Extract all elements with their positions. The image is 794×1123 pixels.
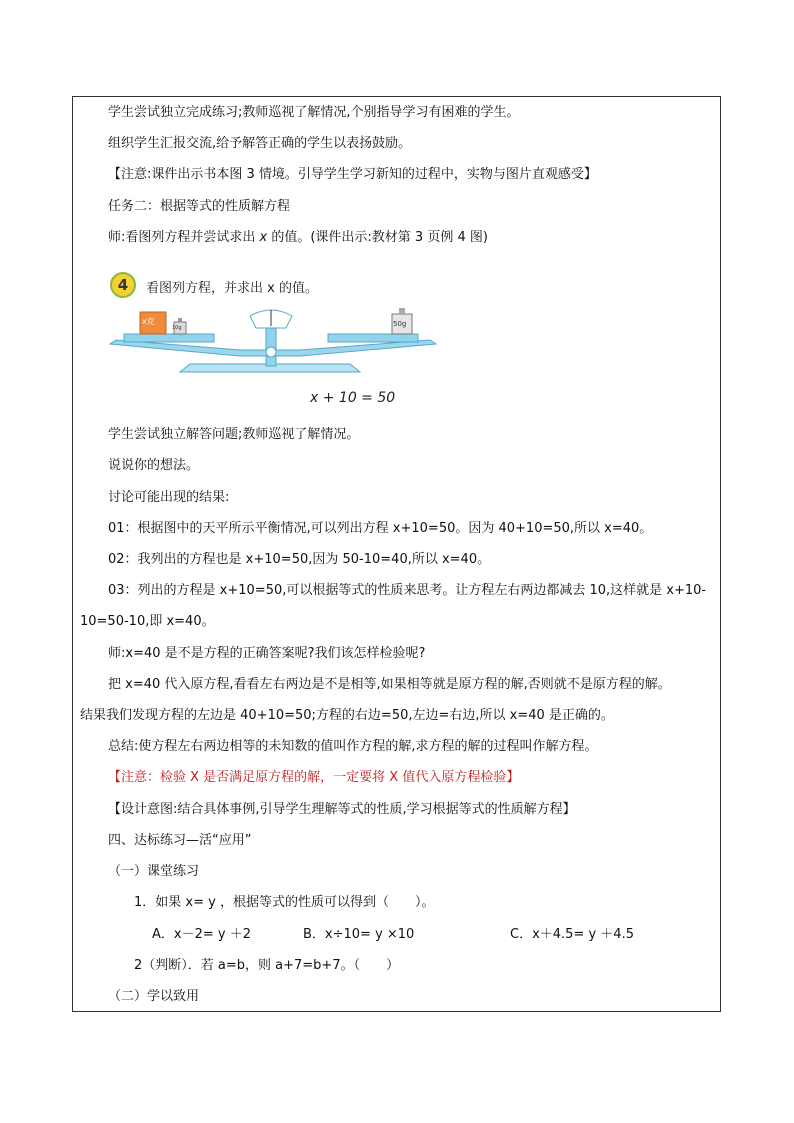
design-intent-line: 【设计意图:结合具体事例,引导学生理解等式的性质,学习根据等式的性质解方程】 — [108, 802, 576, 817]
result-line: 10=50-10,即 x=40。 — [80, 614, 215, 629]
question-1: 1．如果 x= y ，根据等式的性质可以得到（ ）。 — [134, 895, 435, 910]
example-number-badge: 4 — [110, 272, 136, 298]
result-line: 03：列出的方程是 x+10=50,可以根据等式的性质来思考。让方程左右两边都减去 10,这样就是 x+10- — [108, 583, 707, 598]
subsection-heading: （二）学以致用 — [108, 989, 200, 1004]
teacher-line — [108, 229, 488, 247]
box-label: x克 — [142, 317, 155, 326]
option-b: B．x÷10= y ×10 — [303, 927, 415, 942]
result-line: 02：我列出的方程也是 x+10=50,因为 50-10=40,所以 x=40。 — [108, 552, 491, 567]
text-line: 把 x=40 代入原方程,看看左右两边是不是相等,如果相等就是原方程的解,否则就不是原方程的解。 — [108, 677, 671, 692]
weight-label: 50g — [393, 320, 407, 328]
note-line: 【注意:课件出示书本图 3 情境。引导学生学习新知的过程中，实物与图片直观感受】 — [108, 167, 597, 182]
text-line: 组织学生汇报交流,给予解答正确的学生以表扬鼓励。 — [108, 136, 412, 151]
text-line: 讨论可能出现的结果: — [108, 490, 230, 505]
text-line: 说说你的想法。 — [108, 458, 200, 473]
task-heading: 任务二：根据等式的性质解方程 — [108, 199, 291, 214]
summary-line: 总结:使方程左右两边相等的未知数的值叫作方程的解,求方程的解的过程叫作解方程。 — [108, 739, 598, 754]
figure-equation: x + 10 = 50 — [310, 390, 396, 406]
text-segment: 师:看图列方程并尝试求出 — [108, 230, 260, 245]
note-line: 【注意：检验 X 是否满足原方程的解，一定要将 X 值代入原方程检验】 — [108, 770, 520, 785]
option-c: C．x＋4.5= y ＋4.5 — [510, 927, 634, 942]
text-line: 结果我们发现方程的左边是 40+10=50;方程的右边=50,左边=右边,所以 x=40 是正确的。 — [80, 708, 614, 723]
question-2: 2（判断）．若 a=b，则 a+7=b+7。（ ） — [134, 958, 400, 973]
text-segment: 的值。(课件出示:教材第 3 页例 4 图) — [267, 230, 488, 245]
option-a: A．x－2= y ＋2 — [152, 927, 251, 942]
section-heading: 四、达标练习—活“应用” — [108, 833, 252, 848]
teacher-line: 师:x=40 是不是方程的正确答案呢?我们该怎样检验呢? — [108, 646, 426, 661]
balance-scale-icon — [100, 268, 440, 388]
text-line: 学生尝试独立解答问题;教师巡视了解情况。 — [108, 427, 360, 442]
small-weight-label: 10g — [172, 325, 182, 331]
result-line: 01：根据图中的天平所示平衡情况,可以列出方程 x+10=50。因为 40+10=50,所以 x=40。 — [108, 521, 653, 536]
variable-x: x — [259, 230, 268, 245]
text-line: 学生尝试独立完成练习;教师巡视了解情况,个别指导学习有困难的学生。 — [108, 105, 520, 120]
subsection-heading: （一）课堂练习 — [108, 864, 200, 879]
figure-title: 看图列方程，并求出 x 的值。 — [146, 281, 318, 296]
example-4-figure — [100, 268, 440, 410]
